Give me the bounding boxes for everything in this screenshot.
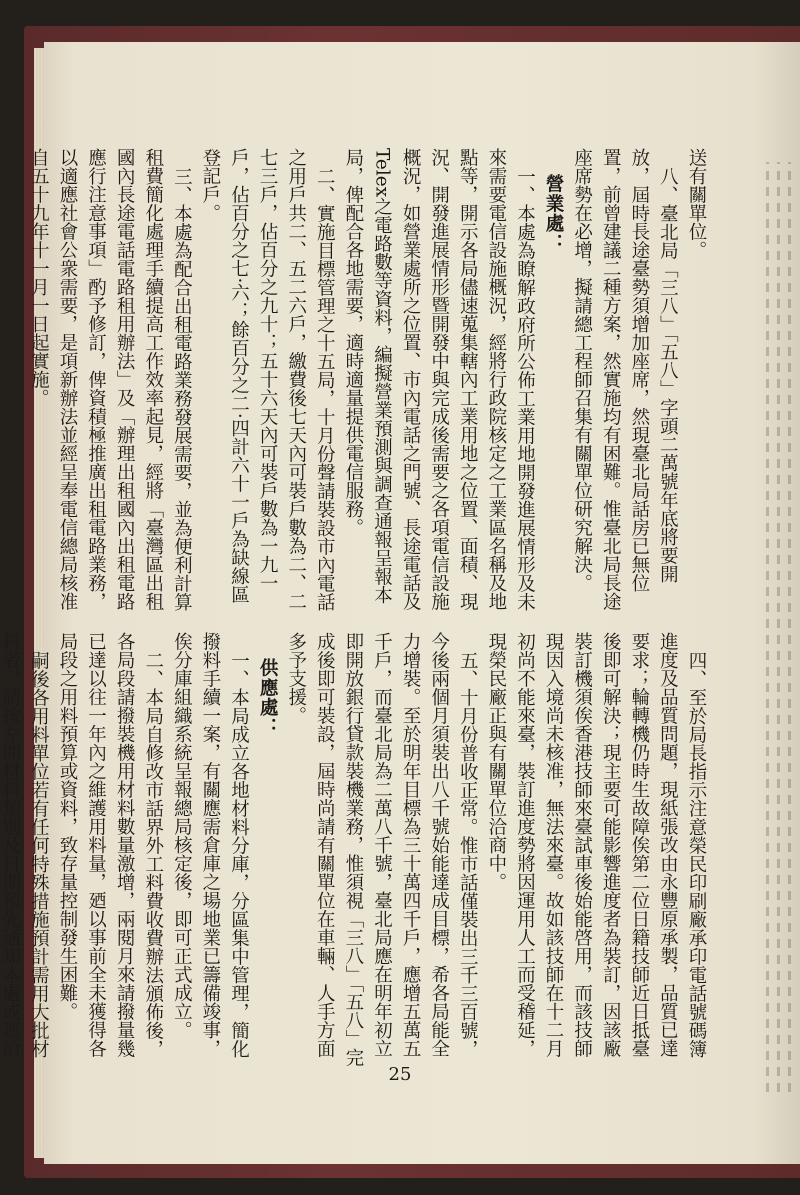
paragraph: 二、本局自修改市話界外工料費收費辦法頒佈後，各局段請撥裝機用材料數量激增，兩閱月來請撥量幾已達以往一年內之維護用料量，廼以事前全未獲得各局段之用料預算或資料，致存量控制發生困難。 [56,632,164,1058]
paragraph: 八、臺北局「三八」「五八」字頭二萬號年底將要開放，屆時長途臺勢須增加座席，然現臺北局話房已無位置，前曾建議二種方案，然實施均有困難。惟臺北局長途座席勢在必增，擬請總工程師召集有關單位研究解決。 [571,148,679,611]
facing-page-bleed [754,42,800,1164]
section-heading: 供應處： [257,657,279,738]
paragraph: 一、本處為瞭解政府所公佈工業用地開發進展情形及未來需要電信設施概況，經將行政院核定之工業區名稱及地點等，開示各局儘速蒐集轄內工業用地之位置、面積、現況、開發進展情形暨開發中與完成後需要之各項電信設施概況，如營業處所之位置、市內電話之門號、長途電話及Telex之電路數等資料，編擬營業預測與調查通報呈報本局，俾配合各地需要，適時適量提供電信服務。 [342,148,536,611]
upper-text-block [28,148,710,618]
lower-text-block [0,632,710,1068]
bleed-through-text [766,162,794,1092]
paragraph: 二、實施目標管理之十五局，十月份聲請裝設市內電話之用戶共二、五二六戶，繳費後七天內可裝戶數為二、二七三戶，佔百分之九十；五十六天內可裝戶數為一九一戶，佔百分之七·六；餘百分之二·四計六十一戶為缺線區登記戶。 [199,148,336,611]
paragraph: 三、本處為配合出租電路業務發展需要，並為便利計算租費簡化處理手續提高工作效率起見，經將「臺灣區出租國內長途電話電路租用辦法」及「辦理出租國內出租電路應行注意事項」酌予修訂，俾資積極推廣出租電路業務，以適應社會公衆需要，是項新辦法並經呈奉電信總局核准自五十九年十一月一日起實施。 [28,148,193,611]
paragraph: 四、至於局長指示注意榮民印刷廠承印電話號碼簿進度及品質問題，現紙張改由永豐原承製，品質已達要求；輪轉機仍時生故障俟第二位日籍技師近日抵臺後即可解決；現主要可能影響進度者為裝訂，因該廠裝訂機須俟香港技師來臺試車後始能啓用，而該技師現因入境尚未核准，無法來臺。故如該技師在十二月初尚不能來臺，裝訂進度勢將因運用人工而受稽延，現榮民廠正與有關單位洽商中。 [485,632,707,1058]
paragraph: 送有關單位。 [686,148,707,259]
section-heading: 營業處： [543,173,565,254]
paragraph: 一、本局成立各地材料分庫，分區集中管理，簡化撥料手續一案，有關應需倉庫之場地業已籌備竣事，俟分庫組織系統呈報總局核定後，即可正式成立。 [171,632,250,1058]
page-number: 25 [388,1064,412,1085]
paragraph: 五、十月份普收正常。惟市話僅裝出三千三百號，今後兩個月須裝出八千號始能達成目標，希各局能全力增裝。至於明年目標為三十萬四千戶，應增五萬五千戶，而臺北局為二萬八千號，臺北局應在明年初立即開放銀行貸款裝機業務，惟須視「三八」「五八」完成後即可裝設，屆時尚請有關單位在車輛、人手方面多予支援。 [285,632,479,1067]
paragraph: 嗣後各用料單位若有任何特殊措施預計需用大批材料者，請按左開材料類別及日期預先通知本處或逕洽 [0,632,50,1058]
